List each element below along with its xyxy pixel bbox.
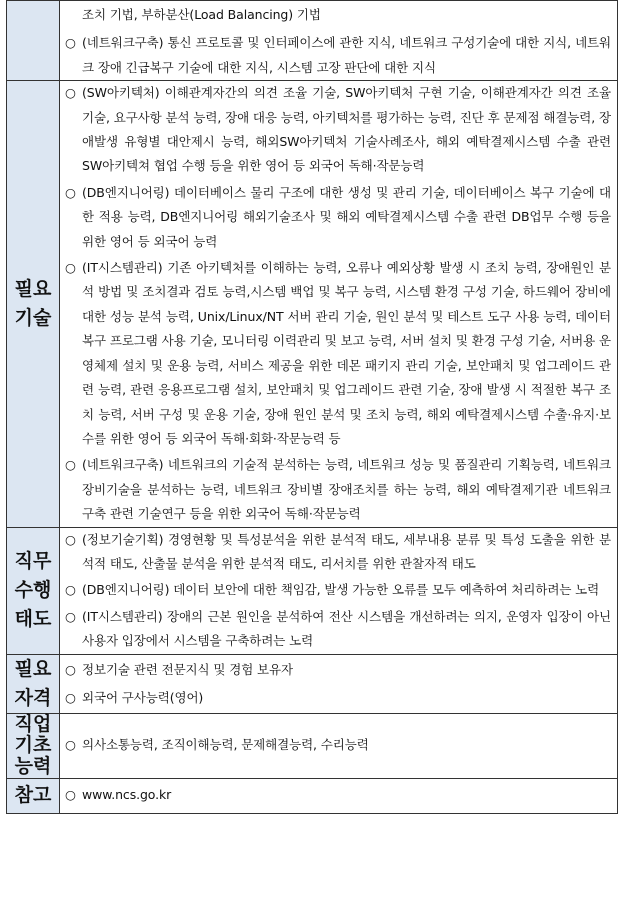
bullet-icon: ○ — [65, 689, 76, 705]
row-label-required-qualification: 필요 자격 — [7, 654, 60, 713]
list-item: ○ 의사소통능력, 조직이해능력, 문제해결능력, 수리능력 — [60, 733, 617, 757]
bullet-icon: ○ — [65, 457, 76, 473]
row-content — [60, 527, 618, 654]
bullet-icon: ○ — [65, 787, 76, 803]
row-content — [60, 1, 618, 81]
list-item: ○ 외국어 구사능력(영어) — [60, 684, 617, 712]
list-item: ○ (DB엔지니어링) 데이터 보안에 대한 책임감, 발생 가능한 오류를 모두 예측하여 처리하려는 노력 — [60, 576, 617, 602]
reference-link[interactable]: www.ncs.go.kr — [82, 787, 172, 803]
list-item: ○ (네트워크구축) 네트워크의 기술적 분석하는 능력, 네트워크 성능 및 품질관리 기획능력, 네트워크 장비기술을 분석하는 능력, 네트워크 장비별 장애조치를 하는 능력, 해외 예탁결제기관 네트워크 구축 관련 기술연구 등을 위한 외국어 독해·작문능력 — [60, 451, 617, 526]
table-row-continuation — [7, 1, 618, 81]
bullet-icon: ○ — [65, 260, 76, 276]
table-row-job-attitude — [7, 527, 618, 654]
table-row-basic-competency — [7, 713, 618, 778]
bullet-icon: ○ — [65, 582, 76, 598]
list-item: ○ (IT시스템관리) 기존 아키텍처를 이해하는 능력, 오류나 예외상황 발생 시 조치 능력, 장애원인 분석 방법 및 조치결과 검토 능력,시스템 백업 및 복구 능력, 시스템 환경 구성 기술, 하드웨어 장비에 대한 성능 분석 능력, Unix/Linux/NT 서버 관리 기술, 원인 분석 및 테스트 도구 사용 능력, 데이터 복구 프로그램 사용 기술, 모니터링 이력관리 및 보고 능력, 서버 설치 및 환경 구성 기술, 서버용 운영체제 설치 및 운용 능력, 서비스 제공을 위한 데몬 패키지 관리 기술, 보안패치 및 업그레이드 관련 능력, 관련 응용프로그램 설치, 보안패치 및 업그레이드 관련 기술, 장애 발생 시 적절한 복구 조치 능력, 서버 구성 및 운용 기술, 장애 원인 분석 및 조치 능력, 해외 예탁결제시스템 수출·유지·보수를 위한 영어 등 외국어 독해·회화·작문능력 등 — [60, 254, 617, 451]
list-item: ○ (IT시스템관리) 장애의 근본 원인을 분석하여 전산 시스템을 개선하려는 의지, 운영자 입장이 아닌 사용자 입장에서 시스템을 구축하려는 노력 — [60, 603, 617, 654]
row-content — [60, 713, 618, 778]
row-content — [60, 778, 618, 813]
row-label-basic-competency: 직업 기초 능력 — [7, 713, 60, 778]
ncs-job-description-table — [6, 0, 618, 814]
list-item: ○ 정보기술 관련 전문지식 및 경험 보유자 — [60, 656, 617, 684]
table-row-reference — [7, 778, 618, 813]
bullet-icon: ○ — [65, 85, 76, 101]
bullet-icon: ○ — [65, 531, 76, 547]
bullet-icon: ○ — [65, 737, 76, 753]
list-item: ○ (정보기술기획) 경영현황 및 특성분석을 위한 분석적 태도, 세부내용 분류 및 특성 도출을 위한 분석적 태도, 산출물 분석을 위한 분석적 태도, 리서치를 위한 관찰자적 태도 — [60, 528, 617, 577]
bullet-icon: ○ — [65, 608, 76, 624]
bullet-icon: ○ — [65, 661, 76, 677]
row-label-empty — [7, 1, 60, 81]
table-row-required-skills — [7, 81, 618, 527]
bullet-icon: ○ — [65, 35, 76, 51]
list-item: ○ (SW아키텍처) 이해관계자간의 의견 조율 기술, SW아키텍처 구현 기술, 이해관계자간 의견 조율 기술, 요구사항 분석 능력, 장애 대응 능력, 아키텍처를 평가하는 능력, 진단 후 문제점 해결능력, 장애발생 유형별 대안제시 능력, 해외SW아키텍처 기술사례조사, 해외 예탁결제시스템 수출 관련 SW아키텍쳐 협업 수행 등을 위한 영어 등 외국어 독해·작문능력 — [60, 81, 617, 179]
list-item: ○ (네트워크구축) 통신 프로토콜 및 인터페이스에 관한 지식, 네트워크 구성기술에 대한 지식, 네트워크 장애 긴급복구 기술에 대한 지식, 시스템 고장 판단에 대한 지식 — [60, 27, 617, 80]
list-item — [60, 783, 617, 807]
table-row-required-qualification — [7, 654, 618, 713]
row-label-reference: 참고 — [7, 778, 60, 813]
row-content — [60, 654, 618, 713]
row-content — [60, 81, 618, 527]
bullet-icon: ○ — [65, 184, 76, 200]
list-item: 조치 기법, 부하분산(Load Balancing) 기법 — [82, 7, 321, 22]
row-label-required-skills: 필요 기술 — [7, 81, 60, 527]
row-label-job-attitude: 직무 수행 태도 — [7, 527, 60, 654]
list-item: ○ (DB엔지니어링) 데이터베이스 물리 구조에 대한 생성 및 관리 기술, 데이터베이스 복구 기술에 대한 적용 능력, DB엔지니어링 해외기술조사 및 해외 예탁결제시스템 수출 관련 DB업무 수행 등을 위한 영어 등 외국어 능력 — [60, 179, 617, 254]
